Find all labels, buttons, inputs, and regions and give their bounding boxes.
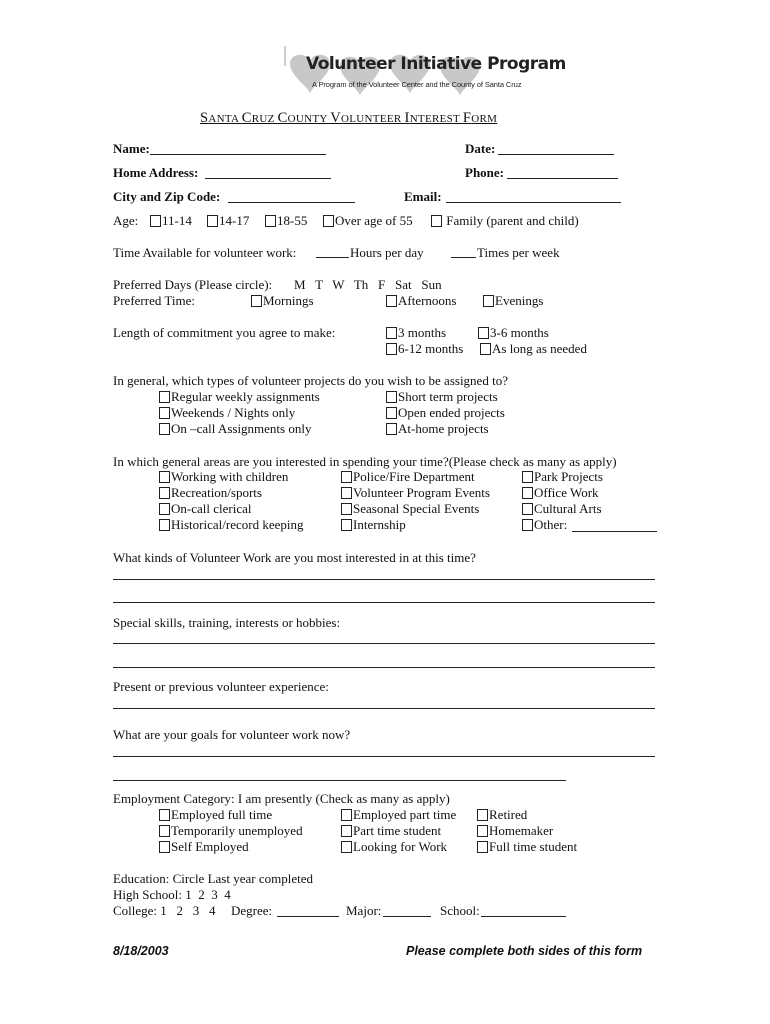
logo-title: Volunteer Initiative Program bbox=[306, 54, 566, 74]
hours-per-day-field[interactable] bbox=[316, 257, 349, 258]
experience-line-1[interactable] bbox=[113, 708, 655, 709]
times-per-week-label: Times per week bbox=[477, 245, 560, 260]
project-option-open-ended[interactable]: Open ended projects bbox=[386, 405, 505, 421]
experience-question: Present or previous volunteer experience: bbox=[113, 679, 329, 694]
checkbox[interactable] bbox=[386, 295, 397, 307]
area-option-recreation[interactable]: Recreation/sports bbox=[159, 485, 262, 501]
checkbox[interactable] bbox=[341, 841, 352, 853]
form-title: SANTA CRUZ COUNTY VOLUNTEER INTEREST FORM bbox=[200, 110, 498, 126]
skills-line-1[interactable] bbox=[113, 643, 655, 644]
checkbox[interactable] bbox=[341, 503, 352, 515]
high-school-years[interactable]: High School: 1 2 3 4 bbox=[113, 887, 231, 902]
checkbox[interactable] bbox=[159, 825, 170, 837]
area-option-other[interactable]: Other: bbox=[522, 517, 567, 533]
commitment-option-long[interactable]: As long as needed bbox=[480, 341, 587, 357]
checkbox[interactable] bbox=[386, 423, 397, 435]
employment-option-part-time-student[interactable]: Part time student bbox=[341, 823, 441, 839]
areas-question: In which general areas are you interested in spending your time?(Please check as many as apply) bbox=[113, 454, 617, 469]
checkbox[interactable] bbox=[522, 503, 533, 515]
time-option-evenings[interactable]: Evenings bbox=[483, 293, 543, 309]
checkbox[interactable] bbox=[522, 519, 533, 531]
age-option-11-14[interactable]: 11-14 bbox=[150, 213, 192, 229]
checkbox[interactable] bbox=[265, 215, 276, 227]
employment-option-unemployed[interactable]: Temporarily unemployed bbox=[159, 823, 303, 839]
area-other-field[interactable] bbox=[572, 531, 657, 532]
area-option-on-call-clerical[interactable]: On-call clerical bbox=[159, 501, 251, 517]
goals-line-1[interactable] bbox=[113, 756, 655, 757]
checkbox[interactable] bbox=[159, 503, 170, 515]
time-option-afternoons[interactable]: Afternoons bbox=[386, 293, 457, 309]
date-field[interactable] bbox=[498, 154, 614, 155]
checkbox[interactable] bbox=[159, 809, 170, 821]
home-address-field[interactable] bbox=[205, 178, 331, 179]
checkbox[interactable] bbox=[341, 825, 352, 837]
checkbox[interactable] bbox=[477, 825, 488, 837]
checkbox[interactable] bbox=[522, 487, 533, 499]
project-option-regular-weekly[interactable]: Regular weekly assignments bbox=[159, 389, 320, 405]
times-per-week-field[interactable] bbox=[451, 257, 476, 258]
project-option-on-call[interactable]: On –call Assignments only bbox=[159, 421, 311, 437]
checkbox[interactable] bbox=[159, 423, 170, 435]
checkbox[interactable] bbox=[159, 471, 170, 483]
employment-label: Employment Category: I am presently (Check as many as apply) bbox=[113, 791, 450, 806]
commitment-option-6-12-months[interactable]: 6-12 months bbox=[386, 341, 463, 357]
school-label: School: bbox=[440, 903, 480, 918]
checkbox[interactable] bbox=[159, 841, 170, 853]
area-option-office-work[interactable]: Office Work bbox=[522, 485, 599, 501]
area-option-cultural-arts[interactable]: Cultural Arts bbox=[522, 501, 602, 517]
city-zip-field[interactable] bbox=[228, 202, 355, 203]
degree-label: Degree: bbox=[231, 903, 273, 918]
date-label: Date: bbox=[465, 141, 496, 156]
area-option-internship[interactable]: Internship bbox=[341, 517, 406, 533]
skills-line-2[interactable] bbox=[113, 667, 655, 668]
checkbox[interactable] bbox=[150, 215, 161, 227]
employment-option-full-time[interactable]: Employed full time bbox=[159, 807, 272, 823]
checkbox[interactable] bbox=[478, 327, 489, 339]
checkbox[interactable] bbox=[480, 343, 491, 355]
major-field[interactable] bbox=[383, 916, 431, 917]
area-option-seasonal-events[interactable]: Seasonal Special Events bbox=[341, 501, 479, 517]
preferred-days-label: Preferred Days (Please circle): bbox=[113, 277, 273, 292]
work-kinds-line-1[interactable] bbox=[113, 579, 655, 580]
project-option-weekends-nights[interactable]: Weekends / Nights only bbox=[159, 405, 295, 421]
commitment-label: Length of commitment you agree to make: bbox=[113, 325, 336, 340]
checkbox[interactable] bbox=[159, 391, 170, 403]
email-label: Email: bbox=[404, 189, 442, 204]
area-option-program-events[interactable]: Volunteer Program Events bbox=[341, 485, 490, 501]
employment-option-retired[interactable]: Retired bbox=[477, 807, 527, 823]
age-label: Age: bbox=[113, 213, 139, 228]
checkbox[interactable] bbox=[341, 809, 352, 821]
name-label: Name: bbox=[113, 141, 150, 156]
time-available-label: Time Available for volunteer work: bbox=[113, 245, 297, 260]
checkbox[interactable] bbox=[431, 215, 442, 227]
school-field[interactable] bbox=[481, 916, 566, 917]
checkbox[interactable] bbox=[251, 295, 262, 307]
age-option-18-55[interactable]: 18-55 bbox=[265, 213, 307, 229]
preferred-time-label: Preferred Time: bbox=[113, 293, 195, 308]
checkbox[interactable] bbox=[323, 215, 334, 227]
checkbox[interactable] bbox=[159, 519, 170, 531]
checkbox[interactable] bbox=[477, 809, 488, 821]
checkbox[interactable] bbox=[483, 295, 494, 307]
project-option-short-term[interactable]: Short term projects bbox=[386, 389, 498, 405]
checkbox[interactable] bbox=[386, 343, 397, 355]
area-option-park-projects[interactable]: Park Projects bbox=[522, 469, 603, 485]
checkbox[interactable] bbox=[522, 471, 533, 483]
major-label: Major: bbox=[346, 903, 382, 918]
college-years[interactable]: College: 1 2 3 4 bbox=[113, 903, 216, 918]
goals-question: What are your goals for volunteer work now? bbox=[113, 727, 351, 742]
commitment-option-3-months[interactable]: 3 months bbox=[386, 325, 446, 341]
project-option-at-home[interactable]: At-home projects bbox=[386, 421, 489, 437]
phone-label: Phone: bbox=[465, 165, 504, 180]
checkbox[interactable] bbox=[477, 841, 488, 853]
area-option-police-fire[interactable]: Police/Fire Department bbox=[341, 469, 475, 485]
email-field[interactable] bbox=[446, 202, 621, 203]
logo bbox=[280, 44, 566, 100]
project-types-question: In general, which types of volunteer projects do you wish to be assigned to? bbox=[113, 373, 508, 388]
employment-option-homemaker[interactable]: Homemaker bbox=[477, 823, 553, 839]
work-kinds-line-2[interactable] bbox=[113, 602, 655, 603]
checkbox[interactable] bbox=[341, 519, 352, 531]
preferred-days-list[interactable]: M T W Th F Sat Sun bbox=[294, 277, 442, 292]
education-label: Education: Circle Last year completed bbox=[113, 871, 313, 886]
footer-note: Please complete both sides of this form bbox=[406, 944, 643, 958]
employment-option-looking[interactable]: Looking for Work bbox=[341, 839, 447, 855]
checkbox[interactable] bbox=[159, 407, 170, 419]
home-address-label: Home Address: bbox=[113, 165, 199, 180]
goals-line-2[interactable] bbox=[113, 780, 566, 781]
commitment-option-3-6-months[interactable]: 3-6 months bbox=[478, 325, 549, 341]
age-option-family[interactable]: Family (parent and child) bbox=[431, 213, 579, 229]
degree-field[interactable] bbox=[277, 916, 339, 917]
logo-subtitle: A Program of the Volunteer Center and the County of Santa Cruz bbox=[312, 80, 522, 89]
age-option-over-55[interactable]: Over age of 55 bbox=[323, 213, 413, 229]
work-kinds-question: What kinds of Volunteer Work are you most interested in at this time? bbox=[113, 550, 476, 565]
checkbox[interactable] bbox=[207, 215, 218, 227]
employment-option-part-time[interactable]: Employed part time bbox=[341, 807, 456, 823]
employment-option-full-time-student[interactable]: Full time student bbox=[477, 839, 577, 855]
checkbox[interactable] bbox=[386, 391, 397, 403]
checkbox[interactable] bbox=[341, 487, 352, 499]
skills-question: Special skills, training, interests or hobbies: bbox=[113, 615, 341, 630]
checkbox[interactable] bbox=[341, 471, 352, 483]
employment-option-self-employed[interactable]: Self Employed bbox=[159, 839, 249, 855]
age-option-14-17[interactable]: 14-17 bbox=[207, 213, 249, 229]
footer-date: 8/18/2003 bbox=[113, 944, 169, 958]
checkbox[interactable] bbox=[159, 487, 170, 499]
checkbox[interactable] bbox=[386, 327, 397, 339]
city-zip-label: City and Zip Code: bbox=[113, 189, 221, 204]
phone-field[interactable] bbox=[507, 178, 618, 179]
name-field[interactable] bbox=[150, 154, 326, 155]
area-option-historical[interactable]: Historical/record keeping bbox=[159, 517, 303, 533]
time-option-mornings[interactable]: Mornings bbox=[251, 293, 314, 309]
checkbox[interactable] bbox=[386, 407, 397, 419]
hours-per-day-label: Hours per day bbox=[350, 245, 424, 260]
area-option-children[interactable]: Working with children bbox=[159, 469, 288, 485]
